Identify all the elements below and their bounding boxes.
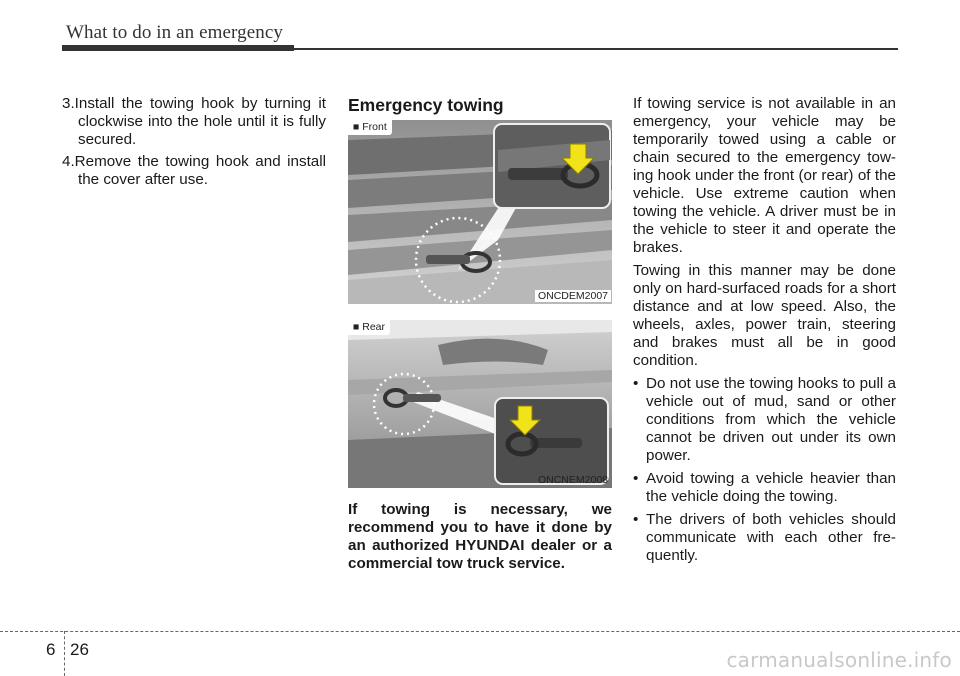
footer-rule xyxy=(0,631,960,632)
instruction-step-3: 3.Install the towing hook by turning it clockwise into the hole until it is fully secured. xyxy=(62,95,326,148)
page-number: 26 xyxy=(70,640,89,659)
section-title: Emergency towing xyxy=(348,95,504,115)
paragraph-emergency-towing: If towing service is not available in an emergency, your vehicle may be temporarily towed using a cable or chain secured to the emergency tow-ing hook under the front (or rear) of the vehicle. Use extreme caution when towing the vehicle. A driver must be in the vehicle to steer it and operate the brakes. xyxy=(633,95,896,256)
footer-divider xyxy=(64,631,65,676)
paragraph-towing-conditions: Towing in this manner may be done only on hard-surfaced roads for a short distance and at low speed. Also, the wheels, axles, power train, steering and brakes must all be in good condition. xyxy=(633,262,896,369)
figure-code-rear: ONCNEM2008 xyxy=(537,474,608,486)
figure-tag-front: ■ Front xyxy=(348,120,392,135)
list-item xyxy=(633,470,896,506)
figure-code-front: ONCDEM2007 xyxy=(535,290,611,302)
chapter-number: 6 xyxy=(46,640,56,659)
list-item xyxy=(633,511,896,565)
front-towing-hook-figure xyxy=(348,120,612,304)
left-column xyxy=(62,95,326,193)
right-column xyxy=(633,95,896,570)
page-header-title: What to do in an emergency xyxy=(66,22,283,43)
instruction-step-4: 4.Remove the towing hook and install the cover after use. xyxy=(62,153,326,188)
bullet-text: The drivers of both vehicles should communicate with each other fre-quently. xyxy=(646,511,896,564)
bullet-dot: • xyxy=(633,511,639,528)
bullet-dot: • xyxy=(633,470,639,487)
rear-bumper-illustration xyxy=(348,320,612,488)
list-item xyxy=(633,375,896,465)
towing-recommendation: If towing is necessary, we recommend you to have it done by an authorized HYUNDAI dealer or a commercial tow truck service. xyxy=(348,501,612,572)
front-grille-illustration xyxy=(348,120,612,304)
bullet-text: Do not use the towing hooks to pull a vehicle out of mud, sand or other conditions from which the vehicle cannot be driven out under its own power. xyxy=(646,375,896,464)
middle-column xyxy=(348,95,612,573)
watermark: carmanualsonline.info xyxy=(726,648,952,672)
bullet-text: Avoid towing a vehicle heavier than the vehicle doing the towing. xyxy=(646,470,896,505)
bullet-dot: • xyxy=(633,375,639,392)
caution-list xyxy=(633,375,896,565)
figure-tag-rear: ■ Rear xyxy=(348,320,390,335)
header-rule xyxy=(62,48,898,50)
rear-towing-hook-figure xyxy=(348,320,612,488)
